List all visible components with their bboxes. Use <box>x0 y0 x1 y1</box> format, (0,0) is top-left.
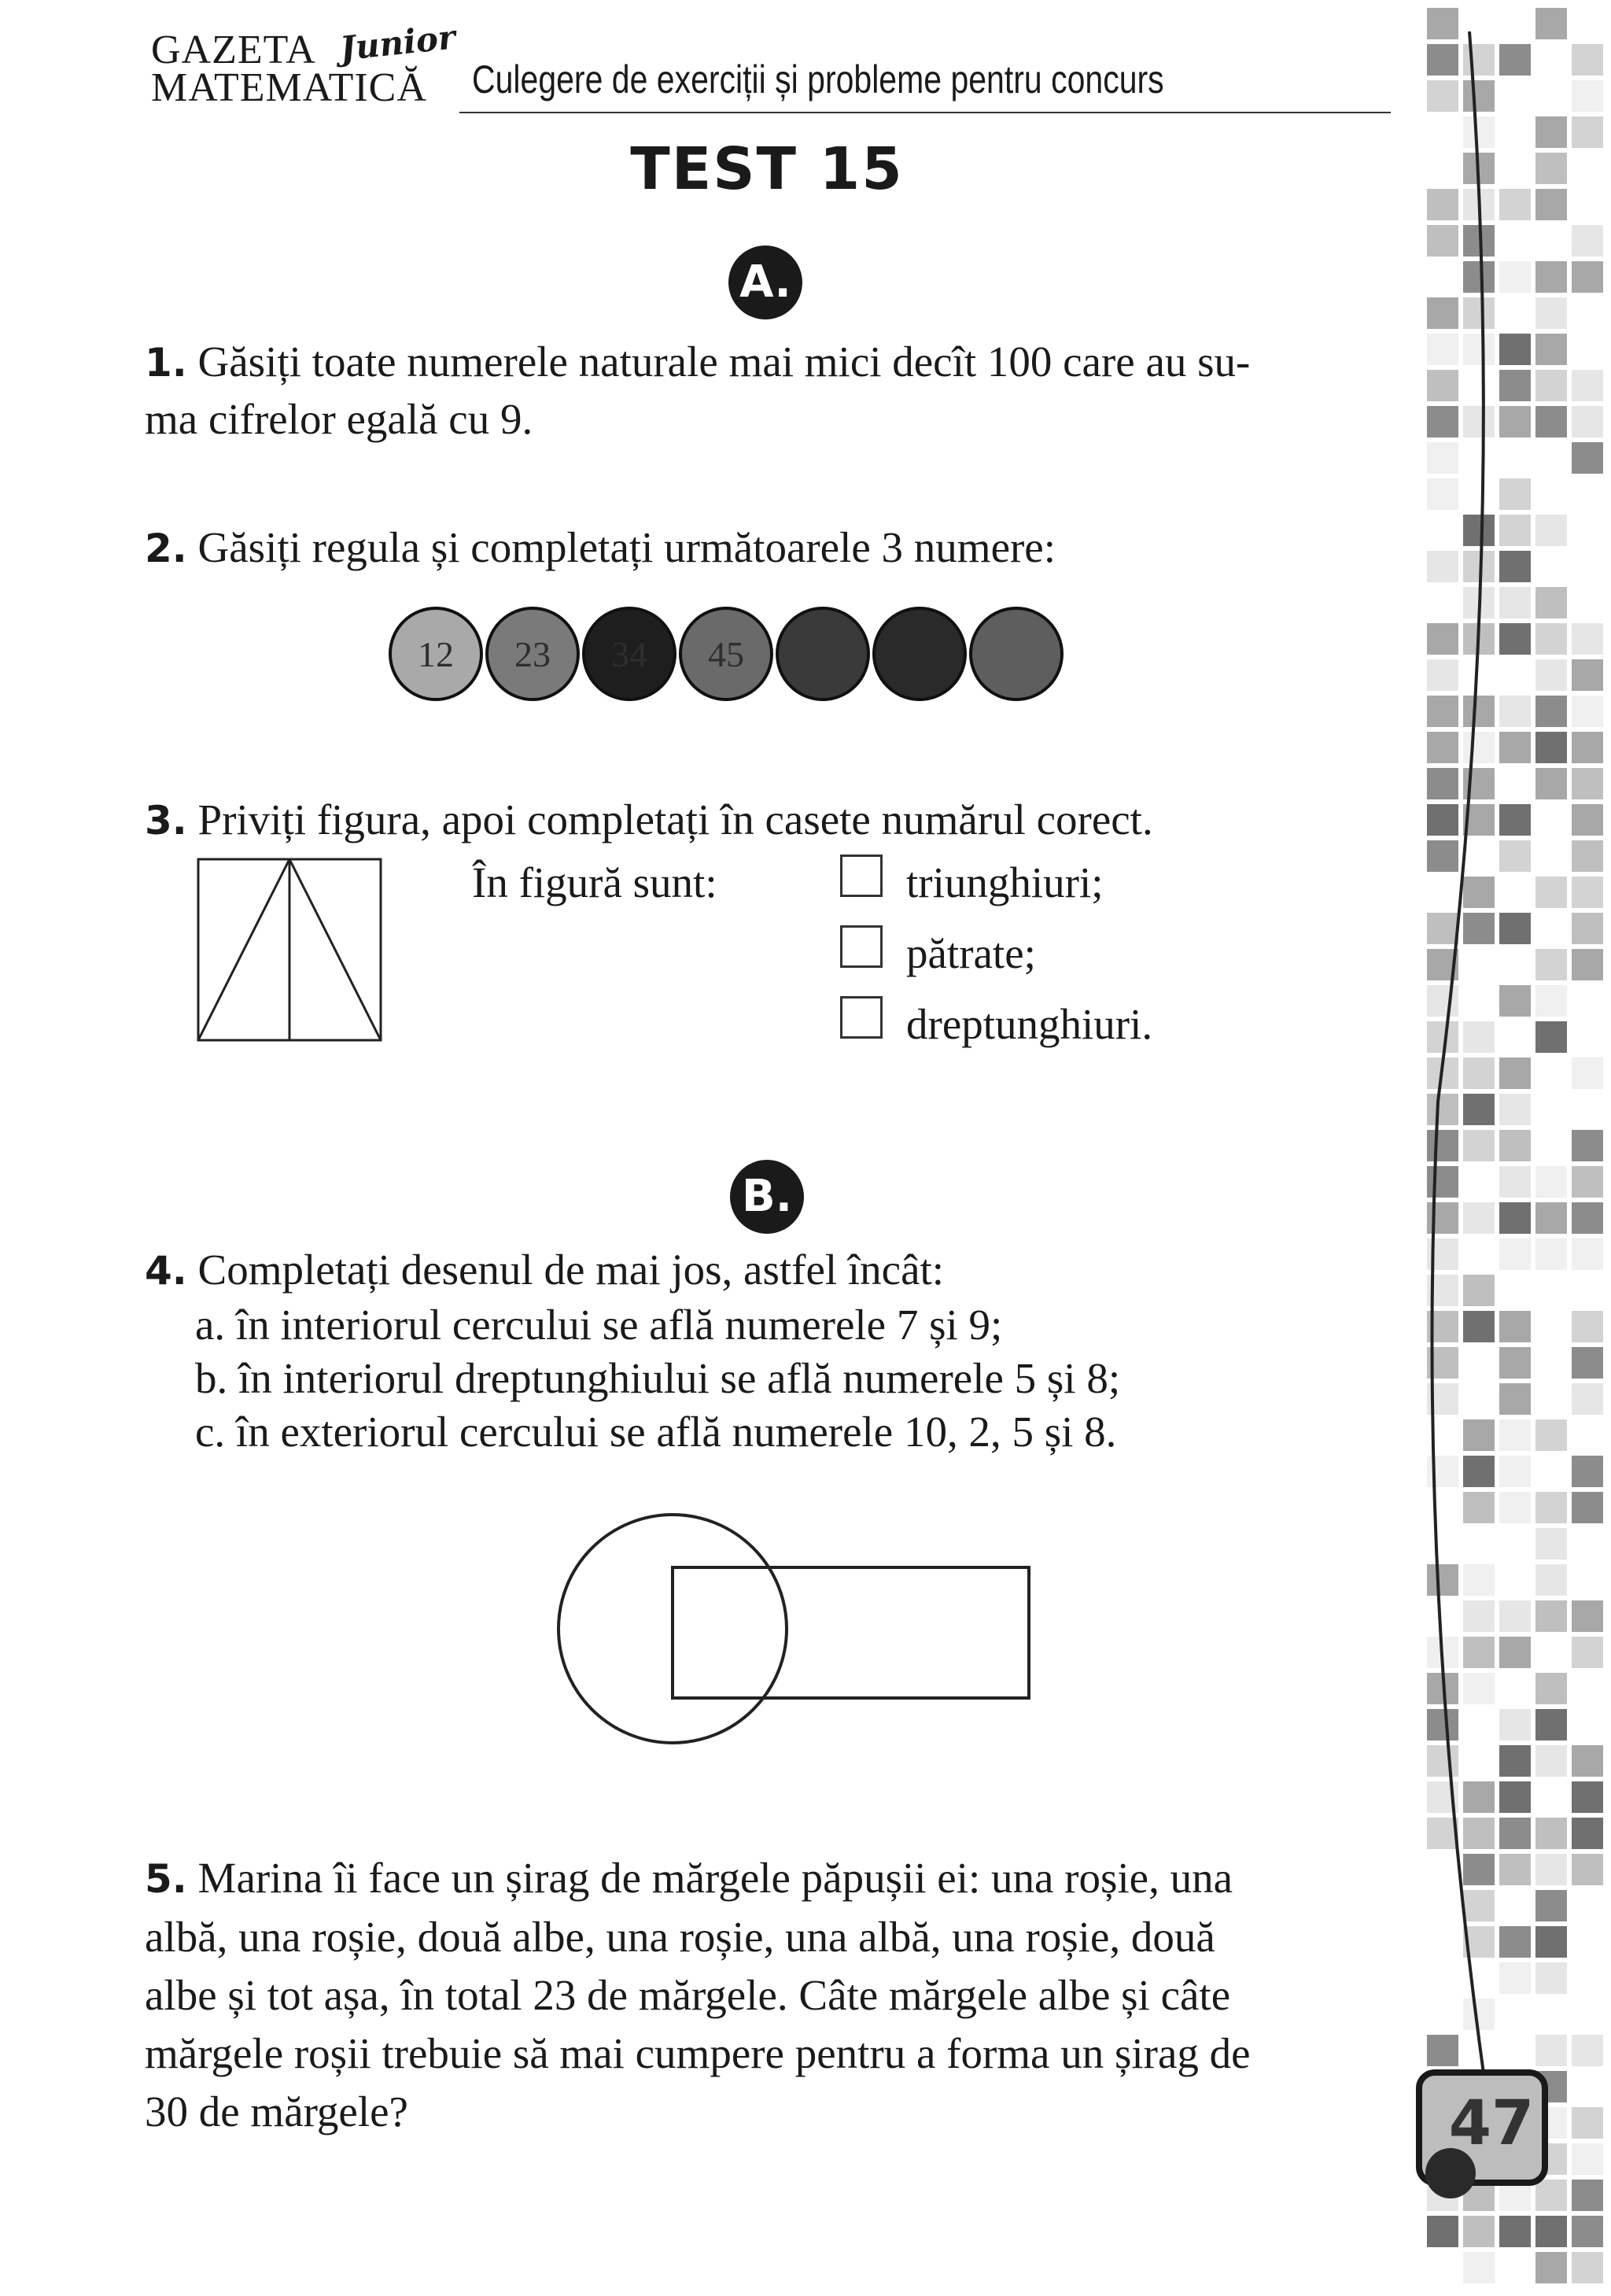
question-3-number: 3. <box>145 798 187 843</box>
question-2-text: Găsiți regula și completați următoarele 3 numere: <box>197 523 1056 571</box>
number-circles-svg <box>385 604 1078 703</box>
question-5-line-2: albă, una roșie, două albe, una roșie, una albă, una roșie, două <box>145 1913 1215 1961</box>
brand-line2: MATEMATICĂ <box>151 65 427 110</box>
page-number: 47 <box>1448 2088 1535 2159</box>
question-5-line-3: albe și tot așa, în total 23 de mărgele. Câte mărgele albe și câte <box>145 1971 1231 2019</box>
page-title: TEST 15 <box>630 135 904 203</box>
number-circle-5[interactable] <box>777 608 868 700</box>
number-circle-2 <box>487 608 578 700</box>
venn-figure <box>551 1507 1038 1756</box>
figure-lead: În figură sunt: <box>472 858 717 906</box>
brand-junior: Junior <box>337 17 458 68</box>
question-3-text: Priviți figura, apoi completați în casete numărul corect. <box>197 795 1153 843</box>
section-b-badge: B. <box>730 1160 804 1234</box>
question-5-line-1: Marina îi face un șirag de mărgele păpușii ei: una roșie, una <box>197 1854 1233 1902</box>
question-4-item-a <box>195 1300 1002 1349</box>
number-circle-4 <box>680 608 772 700</box>
number-circle-3 <box>584 608 675 700</box>
question-2 <box>145 519 1395 577</box>
question-5-number: 5. <box>145 1856 187 1902</box>
question-5 <box>145 1849 1395 2141</box>
number-circle-label: 12 <box>418 634 454 674</box>
question-4 <box>145 1242 1395 1299</box>
question-1-number: 1. <box>145 340 187 386</box>
number-circle-6[interactable] <box>874 608 965 700</box>
question-5-line-4: mărgele roșii trebuie să mai cumpere pentru a forma un șirag de <box>145 2029 1251 2077</box>
mosaic-pattern <box>1422 0 1611 2292</box>
question-3 <box>145 792 1395 849</box>
brand-line1: GAZETA <box>151 28 316 72</box>
header-subtitle: Culegere de exerciții și probleme pentru concurs <box>472 57 1164 102</box>
decorative-side-strip <box>1422 0 1611 2292</box>
venn-rectangle <box>673 1567 1029 1698</box>
number-circle-label: 34 <box>611 634 647 674</box>
number-circle-label: 45 <box>708 634 744 674</box>
item-a-text: în interiorul cercului se află numerele 7 și 9; <box>235 1301 1003 1349</box>
page-number-badge <box>1413 2065 1554 2198</box>
squares-label: pătrate; <box>906 929 1036 977</box>
question-2-number: 2. <box>145 526 187 571</box>
question-1 <box>145 334 1395 448</box>
rectangles-count-box[interactable] <box>840 996 883 1039</box>
question-1-text-cont: ma cifrelor egală cu 9. <box>145 395 533 443</box>
rectangles-label: dreptunghiuri. <box>906 1000 1153 1048</box>
item-c-text: în exteriorul cercului se află numerele 10, 2, 5 și 8. <box>235 1408 1117 1456</box>
triangles-label: triunghiuri; <box>906 858 1104 906</box>
header-divider <box>459 112 1391 113</box>
number-circle-1 <box>390 608 481 700</box>
triangles-count-box[interactable] <box>840 855 883 897</box>
question-5-line-5: 30 de mărgele? <box>145 2087 408 2135</box>
item-c-letter: c. <box>195 1408 226 1456</box>
item-b-letter: b. <box>195 1354 228 1402</box>
question-4-text: Completați desenul de mai jos, astfel încât: <box>197 1246 945 1294</box>
question-1-text: Găsiți toate numerele naturale mai mici decît 100 care au su- <box>197 338 1251 386</box>
question-4-number: 4. <box>145 1248 187 1294</box>
section-a-badge: A. <box>728 245 802 319</box>
squares-count-box[interactable] <box>840 925 883 968</box>
item-a-letter: a. <box>195 1301 226 1349</box>
number-circle-7[interactable] <box>971 608 1062 700</box>
number-circles <box>385 604 1078 703</box>
triangle-figure <box>197 858 385 1047</box>
question-4-item-c <box>195 1407 1116 1456</box>
number-circle-label: 23 <box>514 634 551 674</box>
item-b-text: în interiorul dreptunghiului se află numerele 5 și 8; <box>238 1354 1121 1402</box>
question-4-item-b <box>195 1353 1120 1403</box>
